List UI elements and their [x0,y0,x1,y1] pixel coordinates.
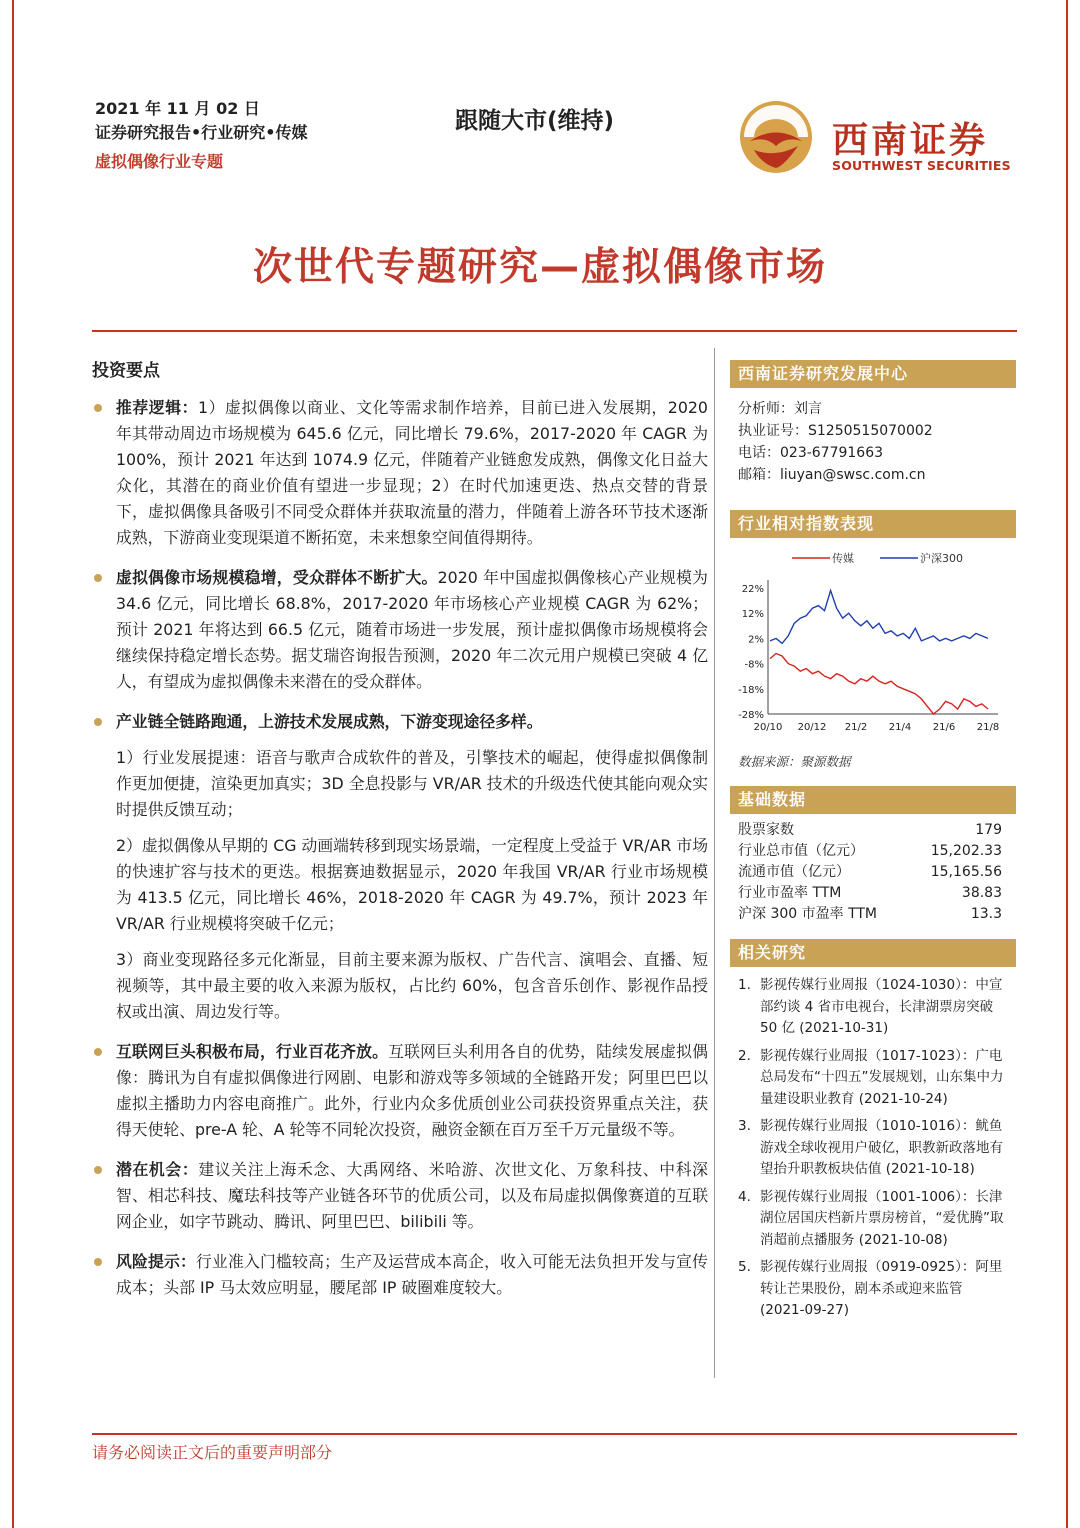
related-research-item[interactable] [730,975,1016,1040]
bullet-risk [92,1249,708,1301]
report-date: 2021 年 11 月 02 日 [95,99,260,118]
bullet-market-size [92,565,708,695]
item-number: 3. [738,1118,751,1134]
base-data-value: 38.83 [961,885,1002,901]
sub-paragraph: 3）商业变现路径多元化渐显，目前主要来源为版权、广告代言、演唱会、直播、短视频等，其中最主要的收入来源为版权，占比约 60%，包含音乐创作、影视作品授权或出演、周边发行等。 [116,950,708,1021]
item-number: 2. [738,1047,751,1064]
page-title: 次世代专题研究—虚拟偶像市场 [252,245,827,290]
bullet-text: 建议关注上海禾念、大禹网络、米哈游、次世文化、万象科技、中科深智、相芯科技、魔珐科技等产业链各环节的优质公司，以及布局虚拟偶像赛道的互联网企业，如字节跳动、腾讯、阿里巴巴、bilibili 等。 [116,1160,708,1231]
x-tick-label: 20/12 [797,722,827,733]
investment-highlights [92,356,708,1315]
rating: 跟随大市(维持) [455,108,615,134]
y-tick-label: -8% [744,659,764,671]
item-text: 影视传媒行业周报（1024-1030）：中宣部约谈 4 省市电视台，长津湖票房突破 50 亿 (2021-10-31) [760,977,1003,1036]
report-type: 证券研究报告•行业研究•传媒 [95,123,308,142]
related-research-list [730,975,1016,1322]
related-research-item[interactable] [730,1187,1016,1252]
base-data-row [730,904,1016,925]
x-tick-label: 20/10 [753,722,783,733]
base-data-label: 行业总市值（亿元） [738,843,864,859]
divider [92,330,1017,332]
y-tick-label: 22% [741,584,764,595]
bullet-dot-icon [94,1048,102,1056]
item-text: 影视传媒行业周报（1010-1016）：鱿鱼游戏全球收视用户破亿，职教新政落地有望抬升职教板块估值 (2021-10-18) [760,1118,1003,1177]
bullet-text: 2020 年中国虚拟偶像核心产业规模为 34.6 亿元，同比增长 68.8%，2017-2020 年市场核心产业规模 CAGR 为 62%；预计 2021 年将达到 66.5 亿元，随着市场进一步发展，预计虚拟偶像市场规模将会继续保持稳定增长态势。据艾瑞咨询报告预测，2020 年二次元用户规模已突破 4 亿人，有望成为虚拟偶像未来潜在的受众群体。 [116,568,708,691]
base-data-table [730,820,1016,925]
bullet-head: 潜在机会： [116,1160,199,1179]
analyst-cert: 执业证号：S1250515070002 [738,423,933,439]
base-data-header: 基础数据 [730,786,1016,814]
x-tick-label: 21/6 [932,722,956,733]
bullet-dot-icon [94,718,102,726]
logo-text-cn: 西南证券 [832,119,989,161]
base-data-value: 179 [975,822,1002,838]
chart-source: 数据来源：聚源数据 [738,754,851,769]
bullet-opportunities [92,1157,708,1235]
item-text: 影视传媒行业周报（0919-0925）：阿里转让芒果股份，剧本杀或迎来监管 (2021-09-27) [760,1259,1003,1318]
bullet-text: 行业准入门槛较高；生产及运营成本高企，收入可能无法负担开发与宣传成本；头部 IP 马太效应明显，腰尾部 IP 破圈难度较大。 [116,1252,708,1297]
report-topic: 虚拟偶像行业专题 [95,152,224,171]
base-data-row [730,820,1016,841]
logo-text-en: SOUTHWEST SECURITIES [832,158,1011,173]
base-data-value: 13.3 [970,906,1002,922]
bullet-text: 互联网巨头利用各自的优势，陆续发展虚拟偶像：腾讯为自有虚拟偶像进行网剧、电影和游戏等多领域的全链路开发；阿里巴巴以虚拟主播助力内容电商推广。此外，行业内众多优质创业公司获投资界重点关注，获得天使轮、pre-A 轮、A 轮等不同轮次投资，融资金额在百万至千万元量级不等。 [116,1042,708,1139]
bullet-industry-chain [92,709,708,735]
analyst-phone: 电话：023-67791663 [738,445,884,461]
item-text: 影视传媒行业周报（1017-1023）：广电总局发布“十四五”发展规划，山东集中力量建设职业教育 (2021-10-24) [760,1047,1004,1107]
y-tick-label: 2% [748,634,764,646]
base-data-label: 股票家数 [738,822,794,838]
bullet-recommendation-logic [92,395,708,551]
column-divider [714,348,715,1378]
base-data-row [730,862,1016,883]
analyst-info [730,388,1016,490]
item-number: 4. [738,1188,751,1205]
bullet-head: 互联网巨头积极布局，行业百花齐放。 [116,1042,389,1061]
analyst-name: 分析师：刘言 [738,401,822,417]
base-data-value: 15,165.56 [930,864,1002,880]
legend-label: 沪深300 [920,552,963,565]
x-tick-label: 21/8 [976,722,1000,733]
bullet-dot-icon [94,574,102,582]
item-number: 1. [738,977,751,993]
base-data-label: 流通市值（亿元） [738,864,850,880]
item-number: 5. [738,1259,751,1275]
index-performance-header: 行业相对指数表现 [730,510,1016,538]
bullet-text: 1）虚拟偶像以商业、文化等需求制作培养，目前已进入发展期，2020 年其带动周边市场规模为 645.6 亿元，同比增长 79.6%，2017-2020 年 CAGR 为 100%，预计 2021 年达到 1074.9 亿元，伴随着产业链愈发成熟，偶像文化日益大众化，其潜在的商业价值有望进一步显现；2）在时代加速更迭、热点交替的背景下，虚拟偶像具备吸引不同受众群体并获取流量的潜力，伴随着上游各环节技术逐渐成熟，下游商业变现渠道不断拓宽，未来想象空间值得期待。 [116,398,708,547]
footer-disclaimer: 请务必阅读正文后的重要声明部分 [92,1443,333,1462]
analyst-email[interactable]: 邮箱：liuyan@swsc.com.cn [738,467,926,483]
related-research-item[interactable] [730,1257,1016,1322]
related-research-item[interactable] [730,1116,1016,1181]
base-data-label: 沪深 300 市盈率 TTM [738,906,878,922]
y-tick-label: -28% [738,710,764,721]
series-line [770,591,988,644]
section-title: 投资要点 [92,361,160,381]
base-data-row [730,883,1016,904]
bullet-head: 虚拟偶像市场规模稳增，受众群体不断扩大。 [116,568,438,587]
legend-label: 传媒 [832,552,854,565]
bullet-head: 风险提示： [116,1252,197,1271]
base-data-row [730,841,1016,862]
line-chart [730,538,1016,748]
y-tick-label: 12% [741,609,764,621]
related-research-item[interactable] [730,1046,1016,1111]
bullet-internet-giants [92,1039,708,1143]
base-data-value: 15,202.33 [930,843,1002,859]
bullet-head: 产业链全链路跑通，上游技术发展成熟，下游变现途径多样。 [116,712,543,731]
x-tick-label: 21/4 [888,722,912,733]
relative-index-chart [730,538,1016,748]
research-center-header: 西南证券研究发展中心 [730,360,1016,388]
footer-divider [92,1433,1017,1435]
item-text: 影视传媒行业周报（1001-1006）：长津湖位居国庆档新片票房榜首，“爱优腾”取消超前点播服务 (2021-10-08) [760,1188,1004,1248]
base-data-label: 行业市盈率 TTM [738,885,842,901]
bullet-head: 推荐逻辑： [116,398,198,417]
related-research-header: 相关研究 [730,939,1016,967]
x-tick-label: 21/2 [844,722,868,733]
series-line [770,654,988,715]
y-tick-label: -18% [738,684,764,696]
sidebar [730,360,1016,1328]
sub-paragraph: 1）行业发展提速：语音与歌声合成软件的普及，引擎技术的崛起，使得虚拟偶像制作更加便捷，渲染更加真实；3D 全息投影与 VR/AR 技术的升级迭代使其能向观众实时提供反馈互动； [116,748,708,819]
bullet-dot-icon [94,404,102,412]
sub-paragraph: 2）虚拟偶像从早期的 CG 动画端转移到现实场景端，一定程度上受益于 VR/AR 市场的快速扩容与技术的更迭。根据赛迪数据显示，2020 年我国 VR/AR 行业市场规模为 413.5 亿元，同比增长 46%，2018-2020 年 CAGR 为 49.7%，预计 2023 年 VR/AR 行业规模将突破千亿元； [116,836,708,933]
bullet-dot-icon [94,1258,102,1266]
bullet-dot-icon [94,1166,102,1174]
